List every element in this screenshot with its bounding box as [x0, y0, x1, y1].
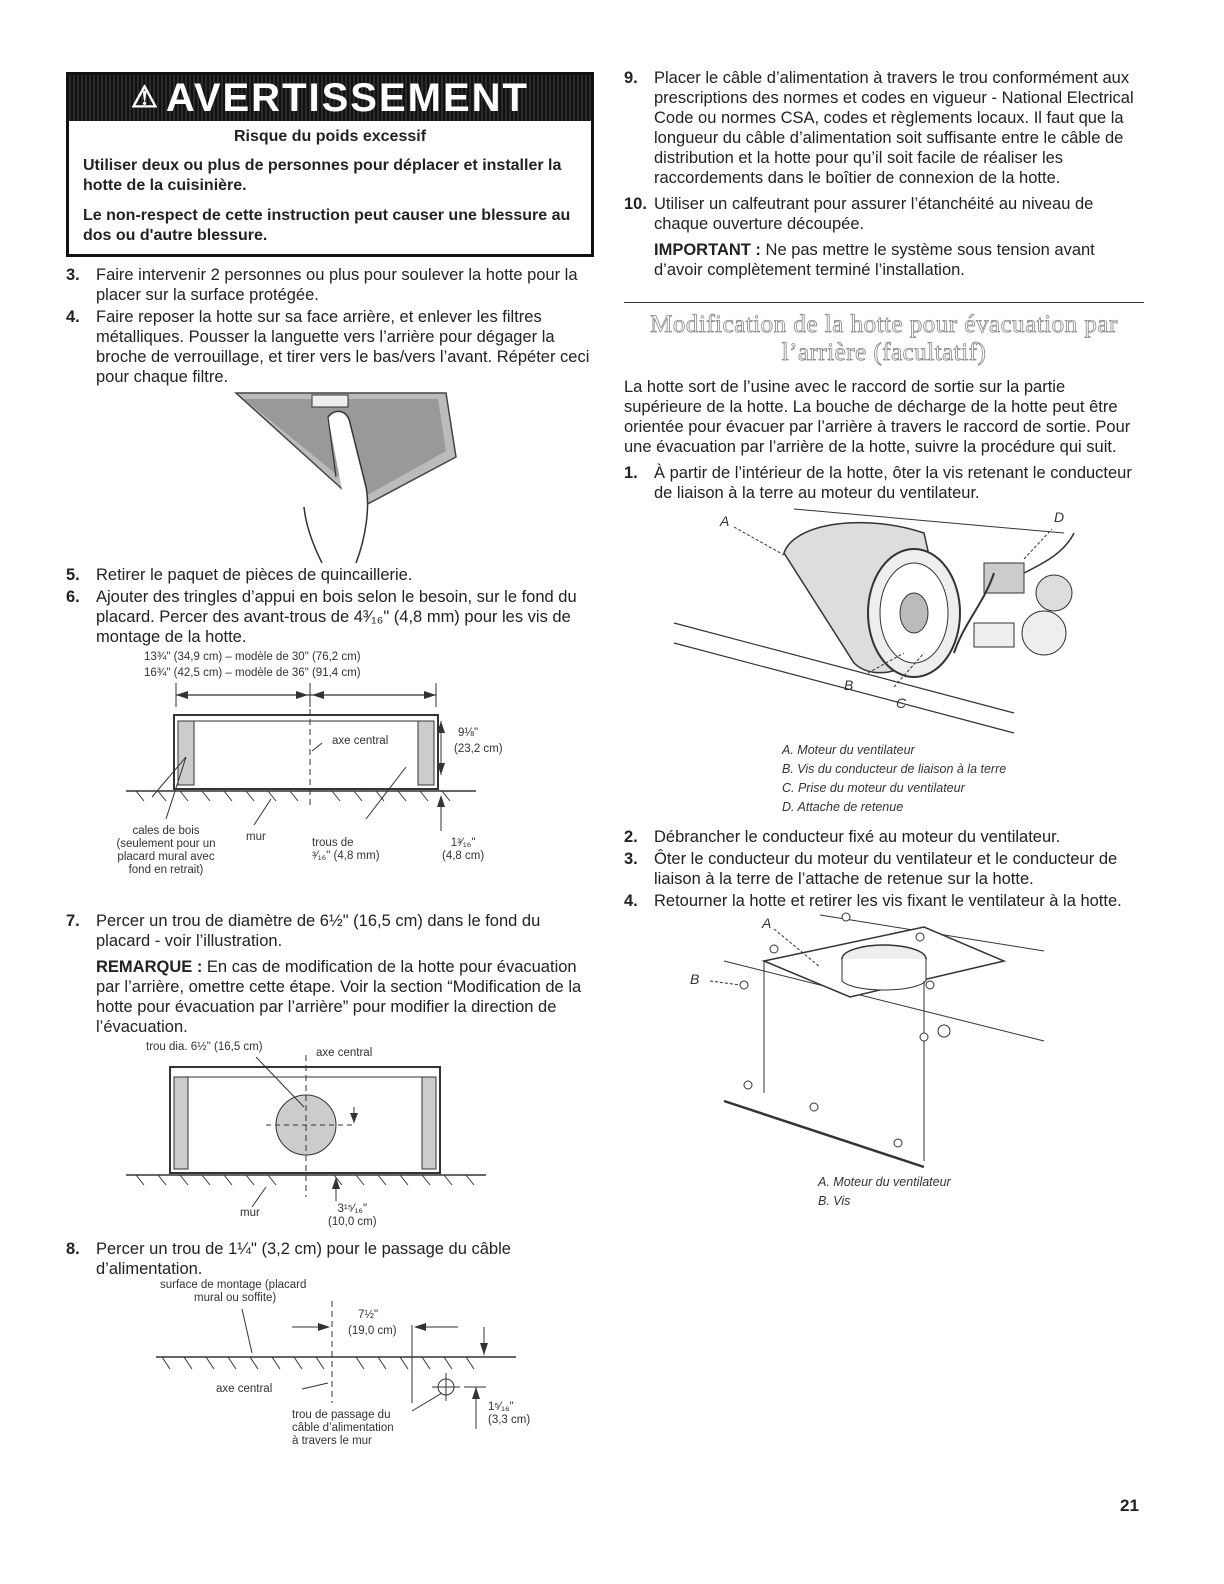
height-label: 9⅛": [458, 727, 479, 739]
step-number: 3.: [66, 266, 80, 284]
offset-label: 1³⁄₁₆" (4,8 cm): [442, 837, 485, 862]
section-step-3: [624, 849, 1144, 889]
section-intro: La hotte sort de l’usine avec le raccord de sortie sur la partie supérieure de la hotte. La bouche de décharge de la hotte peut être orientée pour évacuer par l’arrière à travers le raccord de sortie. Pour une évacuation par l’arrière de la hotte, suivre la procédure qui suit.: [624, 378, 1131, 456]
wall-label: mur: [240, 1207, 260, 1219]
blower-motor-illustration: [624, 503, 1144, 741]
warning-triangle-icon: ⚠: [131, 81, 160, 114]
step-text: Faire intervenir 2 personnes ou plus pour soulever la hotte pour la placer sur la surface protégée.: [96, 266, 578, 304]
step-4: [66, 307, 596, 387]
step-text: Percer un trou de diamètre de 6½" (16,5 cm) dans le fond du placard - voir l’illustration.: [96, 912, 541, 950]
label-D: D: [1054, 509, 1065, 525]
power-cord-hole-diagram: [66, 1279, 596, 1455]
axe-central-label: axe central: [216, 1383, 273, 1395]
label-B: B: [690, 971, 700, 987]
distance-label-metric: (19,0 cm): [348, 1325, 397, 1337]
dim-label-30: 13¾" (34,9 cm) – modèle de 30" (76,2 cm): [144, 651, 361, 663]
section-step-1: [624, 463, 1144, 503]
remarque-note: [96, 957, 596, 1037]
step-number: 5.: [66, 566, 80, 584]
step-number: 3.: [624, 850, 638, 868]
hood-box-illustration: [624, 911, 1144, 1173]
step-text: Retourner la hotte et retirer les vis fixant le ventilateur à la hotte.: [654, 892, 1122, 910]
step-7: [66, 911, 596, 951]
height-label-metric: (23,2 cm): [454, 743, 503, 755]
label-C: C: [896, 695, 907, 711]
left-column: [66, 72, 596, 1455]
dim-label-36: 16¾" (42,5 cm) – modèle de 36" (91,4 cm): [144, 667, 361, 679]
step-number: 4.: [624, 892, 638, 910]
step-6: [66, 587, 596, 647]
distance-label: 7½": [358, 1309, 379, 1321]
axe-central-label: axe central: [332, 735, 389, 747]
step-number: 10.: [624, 195, 647, 213]
label-A: A: [720, 513, 730, 529]
mounting-surface-label: surface de montage (placard mural ou soffite): [160, 1279, 307, 1304]
warning-header-text: AVERTISSEMENT: [165, 76, 529, 120]
section-divider: [624, 302, 1144, 303]
step-number: 4.: [66, 308, 80, 326]
step-number: 9.: [624, 69, 638, 87]
important-text: Ne pas mettre le système sous tension avant d’avoir complètement terminé l’installation.: [654, 241, 1095, 279]
remarque-text: En cas de modification de la hotte pour évacuation par l’arrière, omettre cette étape. Voir la section “Modification de la hotte pour évacuation par l’arrière” pour modifier la direction de l’évacuation.: [96, 958, 582, 1036]
step-10: [624, 194, 1144, 234]
warning-title: Risque du poids excessif: [233, 128, 427, 145]
step-text: Ajouter des tringles d’appui en bois selon le besoin, sur le fond du placard. Percer des avant-trous de 4³⁄₁₆" (4,8 mm) pour les vis de montage de la hotte.: [96, 588, 577, 646]
step-9: [624, 68, 1144, 188]
step-8: [66, 1239, 596, 1279]
warning-box: [66, 72, 594, 257]
section-title: Modification de la hotte pour évacuation par l’arrière (facultatif): [650, 311, 1118, 366]
page-number: 21: [1120, 1496, 1139, 1515]
step-text: Retirer le paquet de pièces de quincaillerie.: [96, 566, 413, 584]
holes-label: trous de ³⁄₁₆" (4,8 mm): [312, 837, 380, 862]
step-text: Faire reposer la hotte sur sa face arrière, et enlever les filtres métalliques. Pousser la languette vers l’arrière pour dégager la broche de verrouillage, et tirer vers le bas/vers l’avant. Répéter ceci pour chaque filtre.: [96, 308, 590, 386]
warning-para1: Utiliser deux ou plus de personnes pour déplacer et installer la hotte de la cuisinière.: [83, 157, 562, 194]
warning-header: [69, 75, 591, 121]
label-A: A: [762, 915, 772, 931]
exhaust-hole-diagram: [66, 1037, 596, 1237]
step-text: Débrancher le conducteur fixé au moteur du ventilateur.: [654, 828, 1061, 846]
step-text: Placer le câble d’alimentation à travers le trou conformément aux prescriptions des normes et codes en vigueur - National Electrical Code ou normes CSA, codes et règlements locaux. Il faut que la longueur du câble d’alimentation soit suffisante entre le câble de distribution et la hotte pour qu’il soit facile de réaliser les raccordements dans le boîtier de connexion de la hotte.: [654, 69, 1134, 187]
motor-captions: A. Moteur du ventilateur B. Vis du conducteur de liaison à la terre C. Prise du moteur du ventilateur D. Attache de retenue: [782, 743, 1007, 814]
step-5: [66, 565, 596, 585]
cord-hole-label: trou de passage du câble d’alimentation à travers le mur: [292, 1409, 394, 1447]
step-text: Utiliser un calfeutrant pour assurer l’étanchéité au niveau de chaque ouverture découpée.: [654, 195, 1094, 233]
step-number: 2.: [624, 828, 638, 846]
wall-label: mur: [246, 831, 266, 843]
step-number: 7.: [66, 912, 80, 930]
wood-shims-label: cales de bois (seulement pour un placard mural avec fond en retrait): [116, 825, 216, 876]
axe-central-label: axe central: [316, 1047, 373, 1059]
box-captions: A. Moteur du ventilateur B. Vis: [818, 1175, 951, 1208]
step-number: 8.: [66, 1240, 80, 1258]
step-text: À partir de l’intérieur de la hotte, ôter la vis retenant le conducteur de liaison à la terre au moteur du ventilateur.: [654, 464, 1132, 502]
section-step-4: [624, 891, 1144, 911]
important-label: IMPORTANT :: [654, 241, 761, 259]
remarque-label: REMARQUE :: [96, 958, 203, 976]
hole-diameter-label: trou dia. 6½" (16,5 cm): [146, 1041, 263, 1053]
section-step-2: [624, 827, 1144, 847]
right-column: [624, 66, 1144, 1211]
cabinet-dimensions-diagram: [66, 647, 596, 909]
step-text: Percer un trou de 1¼" (3,2 cm) pour le passage du câble d’alimentation.: [96, 1240, 511, 1278]
filter-illustration: [66, 387, 596, 563]
offset-label: 1⁵⁄₁₆" (3,3 cm): [488, 1401, 531, 1426]
important-note: [654, 240, 1144, 280]
step-text: Ôter le conducteur du moteur du ventilateur et le conducteur de liaison à la terre de l’attache de retenue sur la hotte.: [654, 850, 1118, 888]
step-number: 1.: [624, 464, 638, 482]
step-number: 6.: [66, 588, 80, 606]
offset-label: 3¹⁵⁄₁₆" (10,0 cm): [328, 1203, 377, 1228]
step-3: [66, 265, 596, 305]
warning-para2: Le non-respect de cette instruction peut causer une blessure au dos ou d'autre blessure.: [83, 207, 571, 244]
label-B: B: [844, 677, 854, 693]
